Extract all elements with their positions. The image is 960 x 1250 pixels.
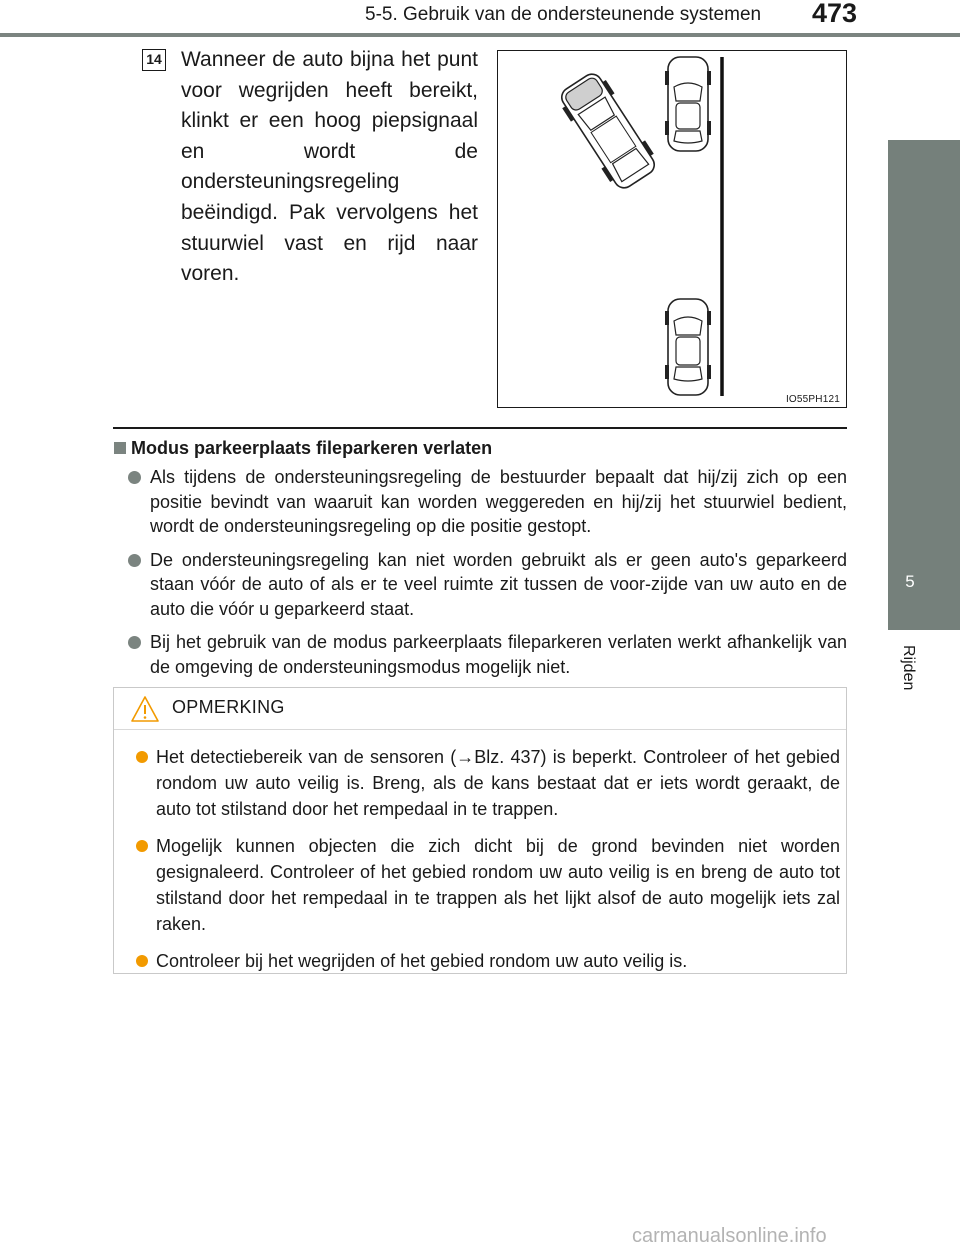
bullet-icon [136,840,148,852]
warning-triangle-icon [130,695,160,723]
step-instruction: Wanneer de auto bijna het punt voor wegrijden heeft bereikt, klinkt er een hoog piepsignaal en wordt de ondersteuningsregeling beëindigd. Pak vervolgens het stuurwiel vast en rijd naar voren. [181,48,478,286]
bullet-icon [128,471,141,484]
own-car-exiting [555,68,662,194]
bullet-icon [128,554,141,567]
list-item: Controleer bij het wegrijden of het gebied rondom uw auto veilig is. [136,948,840,974]
section-heading-text: Modus parkeerplaats fileparkeren verlaten [131,438,493,458]
parked-car-rear [665,299,711,395]
bullet-icon [136,955,148,967]
bullet-icon [128,636,141,649]
parking-exit-diagram [498,51,845,406]
parked-car-front [665,57,711,151]
list-item: Bij het gebruik van de modus parkeerplaats fileparkeren verlaten werkt afhankelijk van de omgeving de ondersteuningsmodus mogelijk niet. [128,630,847,679]
page-number: 473 [812,0,858,28]
header-rule [0,33,960,37]
notice-list [136,744,840,985]
list-item: Als tijdens de ondersteuningsregeling de bestuurder bepaalt dat hij/zij zich op een positie bevindt van waaruit kan worden weggereden en hij/zij het stuurwiel bedient, wordt de ondersteuningsregeling op die positie gestopt. [128,465,847,539]
running-header-title: 5-5. Gebruik van de ondersteunende systemen [365,4,762,25]
list-item: Mogelijk kunnen objecten die zich dicht bij de grond bevinden niet worden gesignaleerd. Controleer of het gebied rondom uw auto veilig is en breng de auto tot stilstand door het rempedaal in te trappen als het lijkt alsof de auto mogelijk iets zal raken. [136,833,840,937]
heading-square-icon [114,442,126,454]
notice-divider [114,729,846,730]
section-heading [114,438,492,459]
watermark: carmanualsonline.info [632,1225,827,1247]
chapter-tab-number: 5 [905,572,915,591]
section-bullet-list [128,465,847,688]
notice-box [113,687,847,974]
bullet-icon [136,751,148,763]
step-number-badge: 14 [142,49,166,71]
parking-illustration [497,50,847,408]
chapter-tab [888,140,960,630]
figure-code: IO55PH121 [785,394,840,405]
section-divider [113,427,847,429]
chapter-tab-label: Rijden [900,645,917,691]
list-item: De ondersteuningsregeling kan niet worden gebruikt als er geen auto's geparkeerd staan vóór de auto of als er te veel ruimte zit tussen de voor-zijde van uw auto en de auto die vóór u geparkeerd staat. [128,548,847,622]
notice-title: OPMERKING [172,697,285,717]
list-item: Het detectiebereik van de sensoren (→Blz. 437) is beperkt. Controleer of het gebied rondom uw auto veilig is. Breng, als de kans bestaat dat er iets wordt geraakt, de auto tot stilstand door het rempedaal in te trappen. [136,744,840,822]
